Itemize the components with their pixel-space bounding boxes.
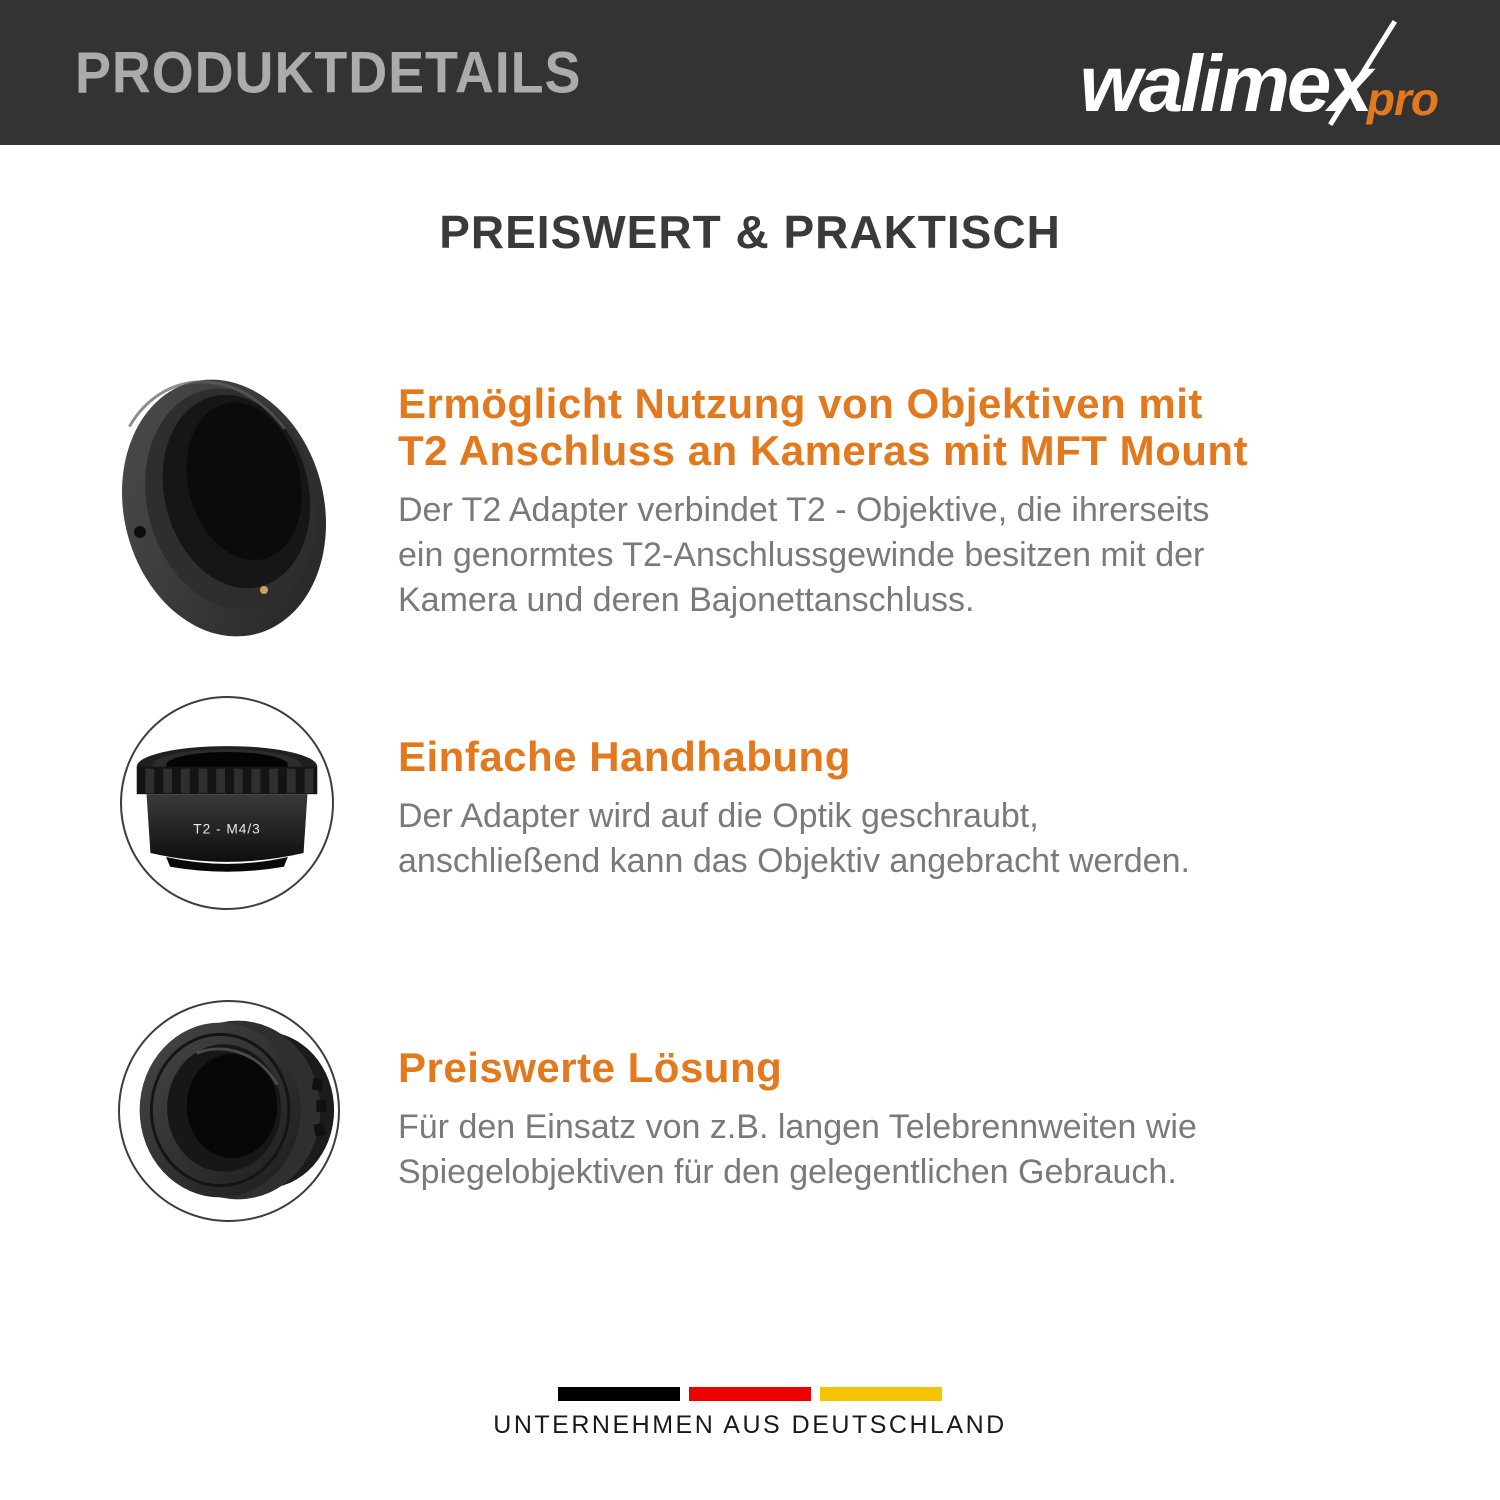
- feature-body-line: Der Adapter wird auf die Optik geschraubt,: [398, 797, 1039, 835]
- feature-body-line: anschließend kann das Objektiv angebracht werden.: [398, 842, 1190, 880]
- feature-body-line: Für den Einsatz von z.B. langen Telebrennweiten wie: [398, 1108, 1197, 1146]
- adapter-side-illustration: [122, 698, 332, 908]
- main-heading: PREISWERT & PRAKTISCH: [439, 206, 1061, 258]
- brand-suffix: pro: [1366, 73, 1438, 125]
- feature-section-2: [398, 733, 1190, 884]
- brand-logo: [1079, 22, 1438, 128]
- feature-section-3: [398, 1044, 1197, 1195]
- feature-body: [398, 488, 1248, 623]
- page-title: PRODUKTDETAILS: [75, 40, 582, 105]
- feature-title: [398, 1044, 1197, 1091]
- feature-body-line: Kamera und deren Bajonettanschluss.: [398, 581, 975, 619]
- feature-title-line: T2 Anschluss an Kameras mit MFT Mount: [398, 427, 1249, 474]
- adapter-angled-photo: [118, 1000, 340, 1222]
- germany-flag-icon: [0, 1387, 1500, 1401]
- feature-body-line: Spiegelobjektiven für den gelegentlichen Gebrauch.: [398, 1153, 1177, 1191]
- flag-bar-red: [689, 1387, 811, 1401]
- feature-title: [398, 733, 1190, 780]
- feature-title: [398, 380, 1248, 474]
- adapter-side-photo: [120, 696, 334, 910]
- feature-section-1: [398, 380, 1248, 623]
- feature-title-line: Ermöglicht Nutzung von Objektiven mit: [398, 380, 1203, 427]
- feature-body: [398, 794, 1190, 884]
- feature-title-line: Preiswerte Lösung: [398, 1044, 783, 1091]
- feature-title-line: Einfache Handhabung: [398, 733, 851, 780]
- feature-body-line: Der T2 Adapter verbindet T2 - Objektive, die ihrerseits: [398, 491, 1210, 529]
- flag-bar-black: [558, 1387, 680, 1401]
- header-bar: [0, 0, 1500, 145]
- adapter-ring-front-photo: [112, 366, 336, 650]
- footer-caption: UNTERNEHMEN AUS DEUTSCHLAND: [493, 1411, 1007, 1439]
- adapter-engraving-label: T2 - M4/3: [193, 821, 261, 837]
- feature-body: [398, 1105, 1197, 1195]
- feature-body-line: ein genormtes T2-Anschlussgewinde besitzen mit der: [398, 536, 1205, 574]
- flag-bar-gold: [820, 1387, 942, 1401]
- brand-name: walimex: [1079, 39, 1370, 128]
- adapter-ring-front-illustration: [112, 366, 336, 650]
- adapter-angled-illustration: [120, 1002, 338, 1220]
